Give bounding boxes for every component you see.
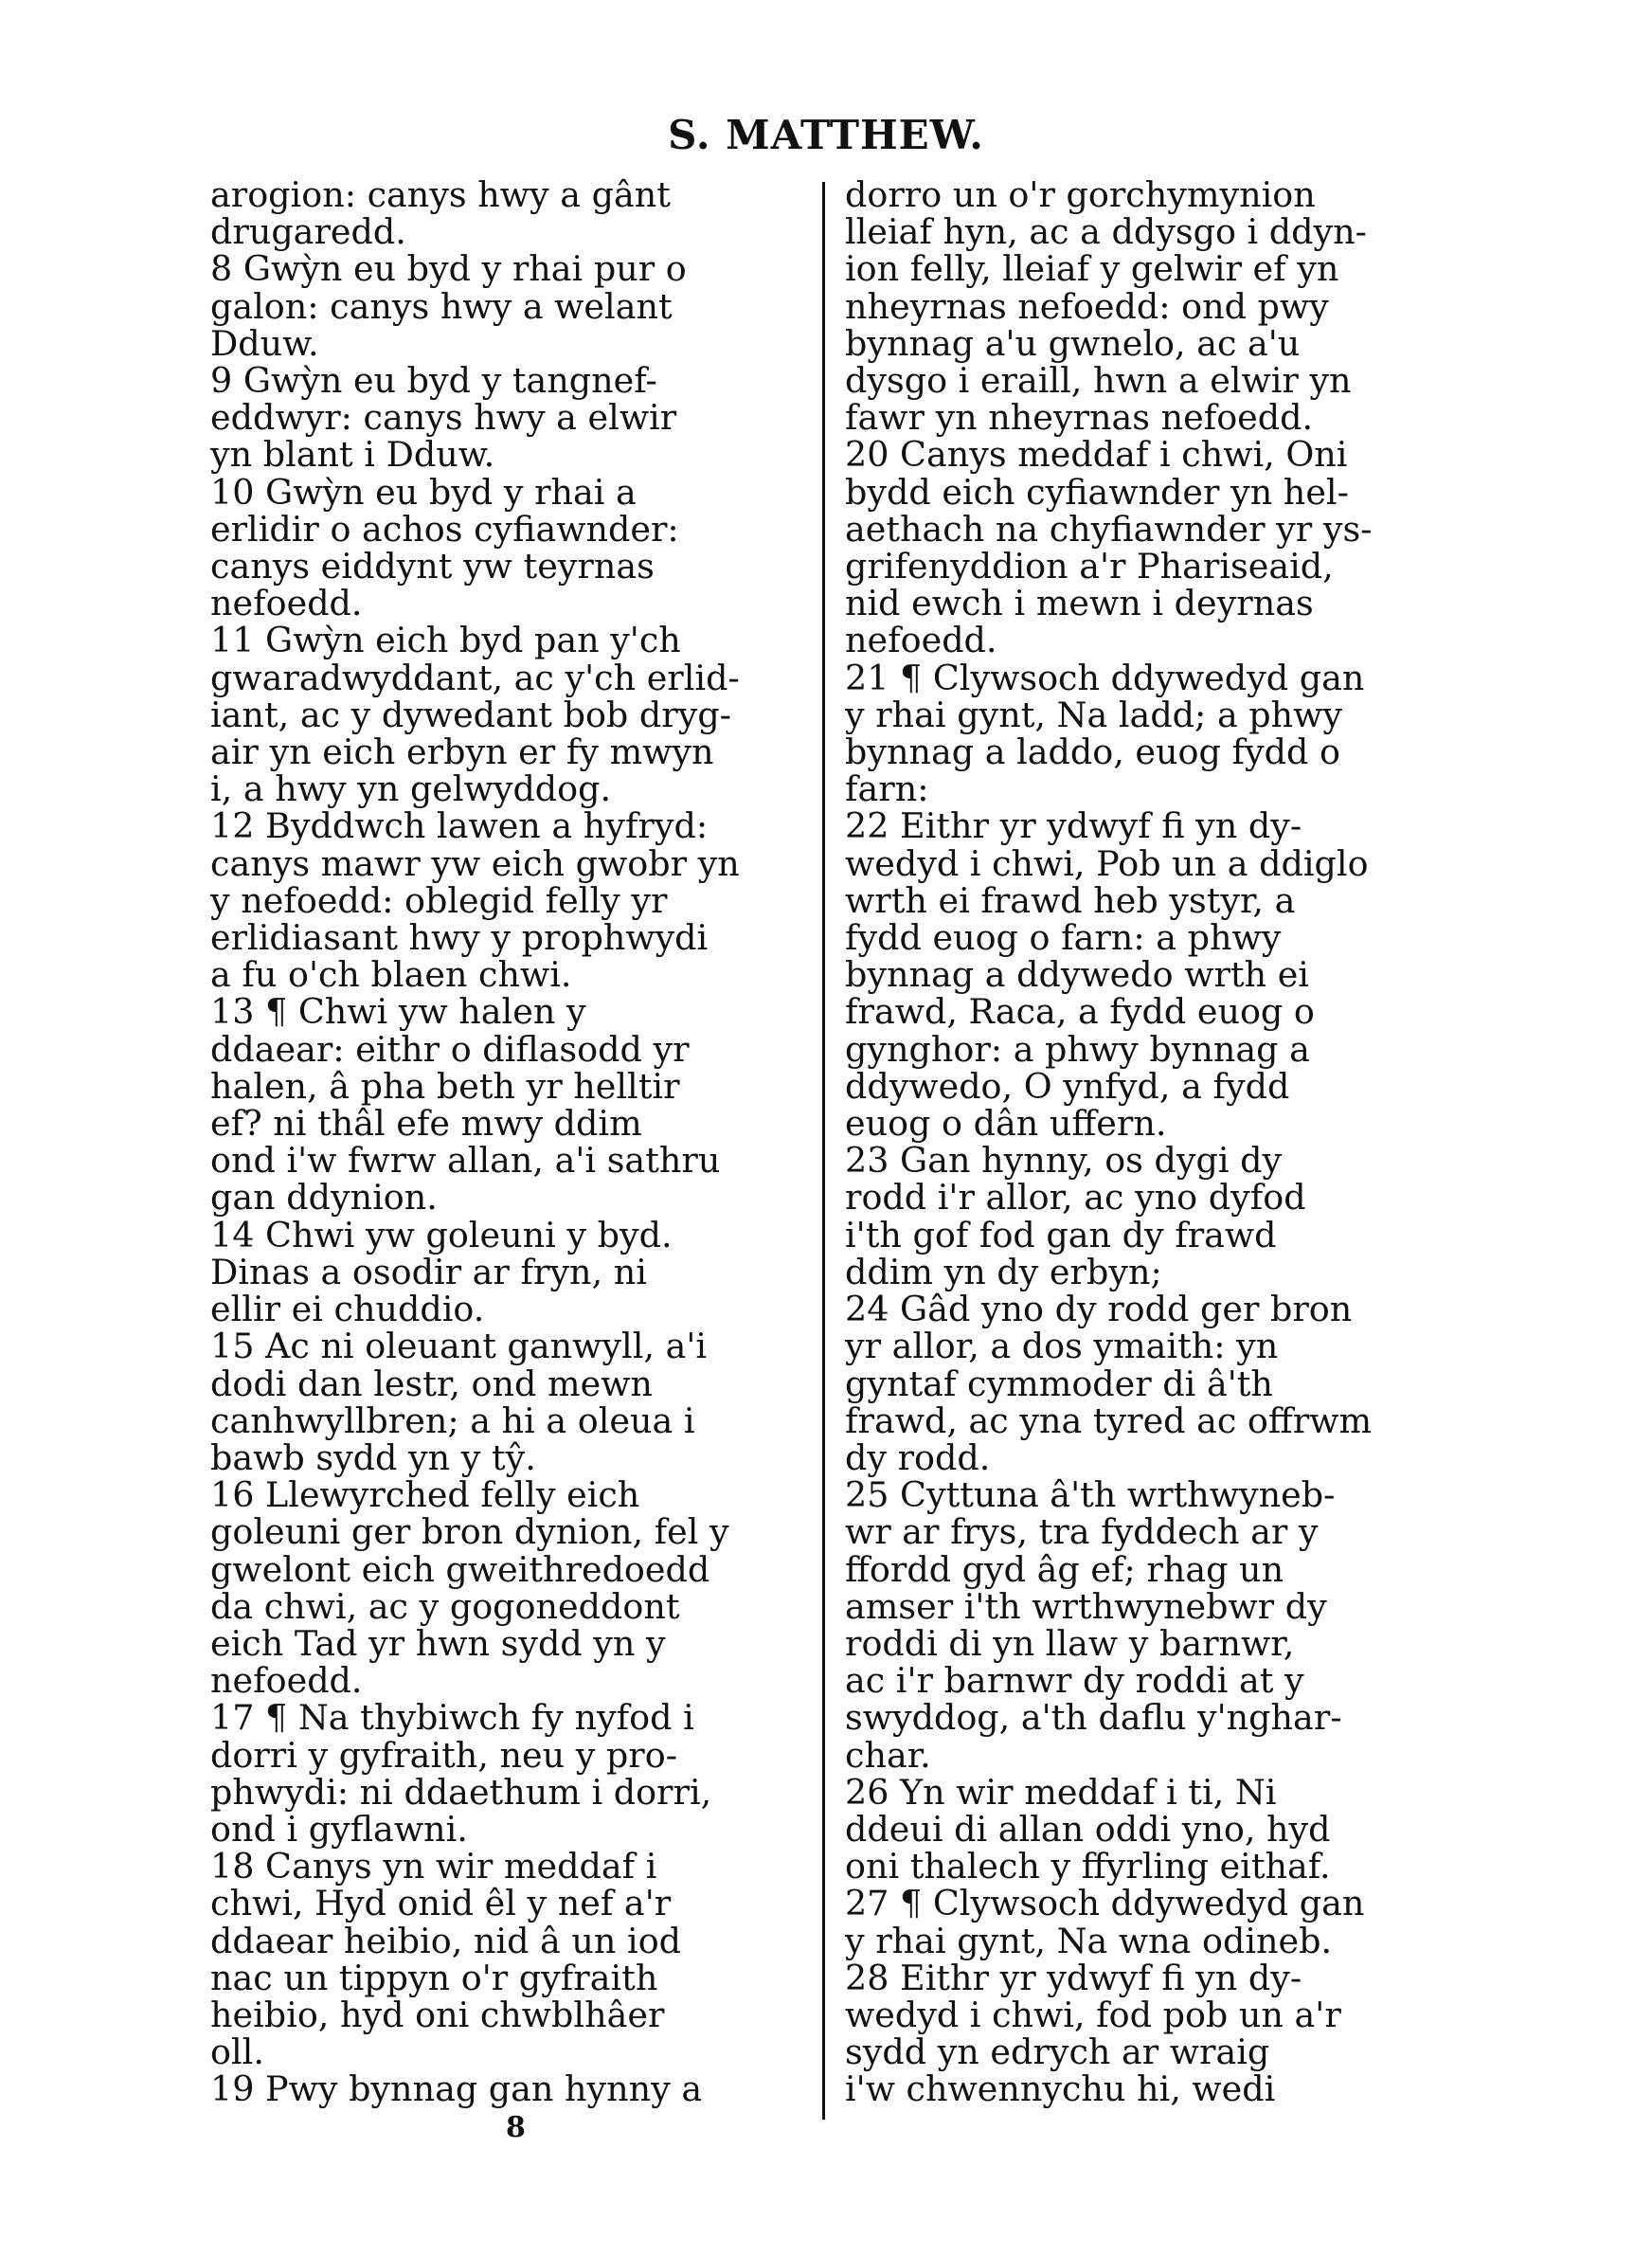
text-line: ddim yn dy erbyn; [845, 1251, 1162, 1292]
text-line: 8 Gwỳn eu byd y rhai pur o [210, 248, 687, 290]
text-line: gan ddynion. [210, 1177, 438, 1219]
text-line: yn blant i Dduw. [210, 434, 495, 476]
text-line: i'w chwennychu hi, wedi [845, 2068, 1276, 2110]
text-line: halen, â pha beth yr helltir [210, 1065, 680, 1107]
text-line: gwaradwyddant, ac y'ch erlid- [210, 657, 740, 698]
text-line: drugaredd. [210, 211, 406, 253]
text-line: 28 Eithr yr ydwyf fi yn dy- [845, 1957, 1302, 1998]
text-line: bydd eich cyfiawnder yn hel- [845, 471, 1349, 513]
text-line: i, a hwy yn gelwyddog. [210, 768, 612, 810]
text-line: 20 Canys meddaf i chwi, Oni [845, 434, 1348, 476]
text-line: ddaear: eithr o diflasodd yr [210, 1028, 690, 1070]
text-line: 24 Gâd yno dy rodd ger bron [845, 1289, 1353, 1330]
text-line: fydd euog o farn: a phwy [845, 917, 1282, 959]
text-line: 14 Chwi yw goleuni y byd. [210, 1214, 673, 1255]
text-line: fawr yn nheyrnas nefoedd. [845, 397, 1314, 439]
sheet-signature-mark: 8 [506, 2111, 526, 2144]
text-line: gwelont eich gweithredoedd [210, 1548, 710, 1590]
text-line: 10 Gwỳn eu byd y rhai a [210, 471, 637, 513]
page-title: S. MATTHEW. [668, 112, 984, 158]
text-line: 15 Ac ni oleuant ganwyll, a'i [210, 1326, 708, 1367]
text-line: ellir ei chuddio. [210, 1289, 485, 1330]
text-line: bynnag a ddywedo wrth ei [845, 954, 1309, 996]
text-line: farn: [845, 768, 929, 810]
text-line: nac un tippyn o'r gyfraith [210, 1957, 658, 1998]
text-line: y rhai gynt, Na ladd; a phwy [845, 694, 1343, 735]
text-line: canhwyllbren; a hi a oleua i [210, 1399, 695, 1441]
text-line: 19 Pwy bynnag gan hynny a [210, 2068, 703, 2110]
text-line: nefoedd. [210, 583, 363, 624]
text-line: wedyd i chwi, Pob un a ddiglo [845, 842, 1369, 884]
text-line: canys mawr yw eich gwobr yn [210, 842, 740, 884]
text-line: dorri y gyfraith, neu y pro- [210, 1734, 678, 1776]
text-line: roddi di yn llaw y barnwr, [845, 1622, 1295, 1664]
text-line: ef? ni thâl efe mwy ddim [210, 1103, 642, 1145]
text-line: nheyrnas nefoedd: ond pwy [845, 285, 1329, 327]
text-line: ond i gyflawni. [210, 1808, 468, 1850]
text-line: dorro un o'r gorchymynion [845, 174, 1316, 215]
text-line: frawd, Raca, a fydd euog o [845, 991, 1315, 1033]
text-line: oni thalech y ffyrling eithaf. [845, 1846, 1331, 1887]
text-line: i'th gof fod gan dy frawd [845, 1214, 1277, 1255]
column-divider [822, 182, 825, 2120]
text-line: 23 Gan hynny, os dygi dy [845, 1140, 1283, 1182]
text-line: lleiaf hyn, ac a ddysgo i ddyn- [845, 211, 1367, 253]
text-line: erlidiasant hwy y prophwydi [210, 917, 709, 959]
text-line: grifenyddion a'r Phariseaid, [845, 546, 1334, 587]
text-line: ddaear heibio, nid â un iod [210, 1920, 682, 1961]
text-line: ddywedo, O ynfyd, a fydd [845, 1065, 1290, 1107]
text-line: iant, ac y dywedant bob dryg- [210, 694, 732, 735]
text-line: galon: canys hwy a welant [210, 285, 673, 327]
text-line: 22 Eithr yr ydwyf fi yn dy- [845, 805, 1302, 847]
text-line: a fu o'ch blaen chwi. [210, 954, 572, 996]
text-line: swyddog, a'th daflu y'nghar- [845, 1697, 1342, 1739]
text-line: 18 Canys yn wir meddaf i [210, 1846, 657, 1887]
text-line: air yn eich erbyn er fy mwyn [210, 731, 714, 773]
right-text-column [845, 176, 1451, 2108]
text-line: 27 ¶ Clywsoch ddywedyd gan [845, 1883, 1365, 1924]
text-line: 13 ¶ Chwi yw halen y [210, 991, 586, 1033]
text-line: 25 Cyttuna â'th wrthwyneb- [845, 1474, 1336, 1516]
text-line: ond i'w fwrw allan, a'i sathru [210, 1140, 721, 1182]
text-line: phwydi: ni ddaethum i dorri, [210, 1771, 712, 1813]
text-line: gynghor: a phwy bynnag a [845, 1028, 1310, 1070]
text-line: 11 Gwỳn eich byd pan y'ch [210, 620, 681, 661]
text-line: wedyd i chwi, fod pob un a'r [845, 1994, 1341, 2035]
text-line: euog o dân uffern. [845, 1103, 1167, 1145]
text-line: eddwyr: canys hwy a elwir [210, 397, 677, 439]
text-line: 12 Byddwch lawen a hyfryd: [210, 805, 709, 847]
text-line: dy rodd. [845, 1436, 991, 1478]
text-line: ac i'r barnwr dy roddi at y [845, 1660, 1304, 1702]
text-line: y rhai gynt, Na wna odineb. [845, 1920, 1333, 1961]
text-line: chwi, Hyd onid êl y nef a'r [210, 1883, 672, 1924]
text-line: 17 ¶ Na thybiwch fy nyfod i [210, 1697, 694, 1739]
text-line: dysgo i eraill, hwn a elwir yn [845, 360, 1352, 402]
text-line: 9 Gwỳn eu byd y tangnef- [210, 360, 657, 402]
text-line: canys eiddynt yw teyrnas [210, 546, 655, 587]
text-line: gyntaf cymmoder di â'th [845, 1363, 1273, 1404]
text-line: ion felly, lleiaf y gelwir ef yn [845, 248, 1339, 290]
text-line: wr ar frys, tra fyddech ar y [845, 1511, 1319, 1553]
text-line: bynnag a laddo, euog fydd o [845, 731, 1340, 773]
text-line: bynnag a'u gwnelo, ac a'u [845, 322, 1301, 364]
text-line: ffordd gyd âg ef; rhag un [845, 1548, 1284, 1590]
text-line: goleuni ger bron dynion, fel y [210, 1511, 729, 1553]
text-line: char. [845, 1734, 931, 1776]
text-line: aethach na chyfiawnder yr ys- [845, 508, 1373, 550]
text-line: bawb sydd yn y tŷ. [210, 1436, 536, 1478]
text-line: ddeui di allan oddi yno, hyd [845, 1808, 1331, 1850]
text-line: heibio, hyd oni chwblhâer [210, 1994, 665, 2035]
text-line: wrth ei frawd heb ystyr, a [845, 879, 1296, 921]
text-line: nefoedd. [845, 620, 997, 661]
text-line: eich Tad yr hwn sydd yn y [210, 1622, 666, 1664]
text-line: erlidir o achos cyfiawnder: [210, 508, 679, 550]
text-line: oll. [210, 2031, 264, 2073]
text-line: Dduw. [210, 322, 319, 364]
text-line: sydd yn edrych ar wraig [845, 2031, 1270, 2073]
text-line: rodd i'r allor, ac yno dyfod [845, 1177, 1306, 1219]
text-line: Dinas a osodir ar fryn, ni [210, 1251, 647, 1292]
text-line: arogion: canys hwy a gânt [210, 174, 671, 215]
text-line: da chwi, ac y gogoneddont [210, 1585, 680, 1627]
text-line: nefoedd. [210, 1660, 363, 1702]
text-line: frawd, ac yna tyred ac offrwm [845, 1399, 1373, 1441]
text-line: amser i'th wrthwynebwr dy [845, 1585, 1327, 1627]
text-line: y nefoedd: oblegid felly yr [210, 879, 668, 921]
text-line: dodi dan lestr, ond mewn [210, 1363, 653, 1404]
left-text-column [210, 176, 817, 2108]
text-line: yr allor, a dos ymaith: yn [845, 1326, 1279, 1367]
text-line: 21 ¶ Clywsoch ddywedyd gan [845, 657, 1365, 698]
text-line: 26 Yn wir meddaf i ti, Ni [845, 1771, 1277, 1813]
text-line: nid ewch i mewn i deyrnas [845, 583, 1314, 624]
text-line: 16 Llewyrched felly eich [210, 1474, 640, 1516]
